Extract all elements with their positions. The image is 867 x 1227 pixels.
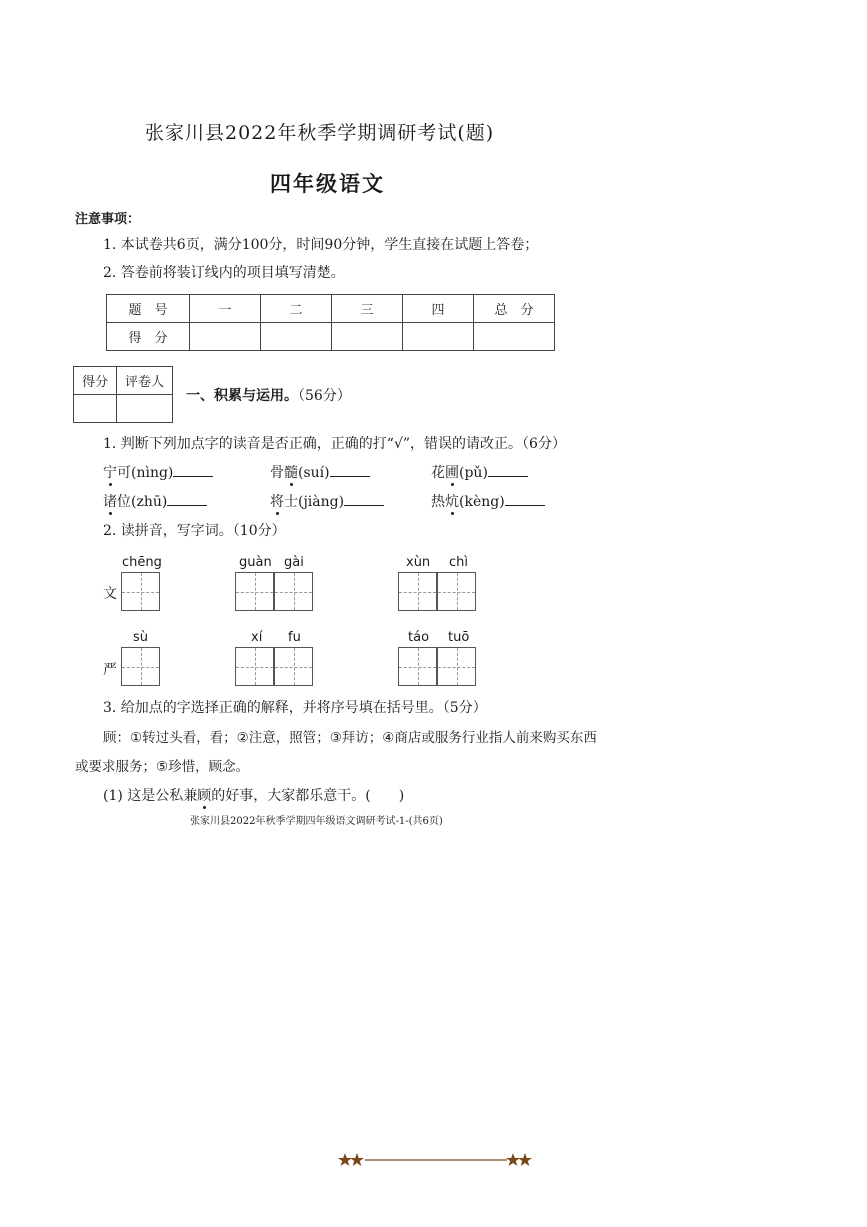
pinyin-label: chì [449,555,468,570]
q1-item-5: 将士(jiàng) [270,493,384,511]
grader-name-label: 评卷人 [117,367,173,395]
answer-blank[interactable] [505,493,545,506]
dotted-char: 髓 [284,465,298,481]
q1-item-2: 骨髓(suí) [270,464,370,482]
q3-prompt: 3. 给加点的字选择正确的解释，并将序号填在括号里。（5分） [103,700,487,716]
section-1-points: （56分） [298,388,351,404]
writing-cell[interactable] [274,647,313,686]
section-1-title: 一、积累与运用。 [186,388,298,404]
grader-name-cell[interactable] [117,395,173,423]
score-cell-total[interactable] [474,323,555,351]
star-divider-ornament [337,1150,533,1170]
answer-blank[interactable] [167,493,207,506]
writing-cell[interactable] [437,647,476,686]
page-footer: 张家川县2022年秋季学期四年级语文调研考试-1-(共6页) [190,816,443,827]
exam-title: 张家川县2022年秋季学期调研考试(题) [145,122,495,144]
grader-score-cell[interactable] [74,395,117,423]
grader-score-label: 得分 [74,367,117,395]
q2-prompt: 2. 读拼音，写字词。（10分） [103,523,286,539]
q1-item-1: 宁可(nìng) [103,464,213,482]
pinyin-label: chēng [122,555,162,570]
dotted-char: 诸 [103,494,117,510]
writing-cell[interactable] [274,572,313,611]
dotted-char: 宁 [103,465,117,481]
pinyin-label: guàn [239,555,272,570]
q3-subquestion-1: (1) 这是公私兼顾的好事，大家都乐意干。( ) [103,788,405,804]
q1-item-3: 花圃(pǔ) [431,464,528,482]
note-item-2: 2. 答卷前将装订线内的项目填写清楚。 [103,265,345,281]
q2-prefix-char: 文 [103,586,117,602]
score-cell-1[interactable] [190,323,261,351]
pinyin-label: tuō [448,630,470,645]
pinyin-label: sù [133,630,149,645]
pinyin-label: xí [251,630,263,645]
score-cell-4[interactable] [403,323,474,351]
q1-prompt: 1. 判断下列加点字的读音是否正确，正确的打“√”，错误的请改正。（6分） [103,436,566,452]
exam-subtitle: 四年级语文 [270,172,385,196]
score-header-3: 三 [332,295,403,323]
score-header-total: 总 分 [474,295,555,323]
notes-heading: 注意事项： [75,212,141,227]
score-table-header-row [107,295,555,323]
pinyin-label: gài [284,555,304,570]
q1-item-6: 热炕(kèng) [431,493,545,511]
pinyin-label: xùn [406,555,431,570]
score-header-4: 四 [403,295,474,323]
answer-blank[interactable] [173,464,213,477]
dotted-char: 炕 [445,494,459,510]
q3-definitions-line1: 顾：①转过头看，看；②注意，照管；③拜访；④商店或服务行业指人前来购买东西 [103,730,597,746]
score-cell-3[interactable] [332,323,403,351]
score-header-2: 二 [261,295,332,323]
grader-table [73,366,173,423]
score-cell-2[interactable] [261,323,332,351]
score-table [106,294,555,351]
writing-cell[interactable] [235,572,274,611]
dotted-char: 圃 [445,465,459,481]
score-row-label: 得 分 [107,323,190,351]
dotted-char: 将 [270,494,284,510]
answer-blank[interactable] [330,464,370,477]
q1-item-4: 诸位(zhū) [103,493,207,511]
writing-cell[interactable] [121,647,160,686]
score-table-score-row [107,323,555,351]
q2-prefix-char: 严 [103,662,117,678]
writing-cell[interactable] [398,647,437,686]
score-header-1: 一 [190,295,261,323]
q3-definitions-line2: 或要求服务；⑤珍惜，顾念。 [75,759,250,775]
answer-blank[interactable] [344,493,384,506]
pinyin-label: fu [288,630,301,645]
score-header-label: 题 号 [107,295,190,323]
note-item-1: 1. 本试卷共6页，满分100分，时间90分钟，学生直接在试题上答卷； [103,237,539,253]
section-1-heading [186,385,351,405]
writing-cell[interactable] [437,572,476,611]
writing-cell[interactable] [235,647,274,686]
pinyin-label: táo [408,630,430,645]
dotted-char: 顾 [197,788,212,804]
writing-cell[interactable] [121,572,160,611]
writing-cell[interactable] [398,572,437,611]
answer-blank[interactable] [488,464,528,477]
